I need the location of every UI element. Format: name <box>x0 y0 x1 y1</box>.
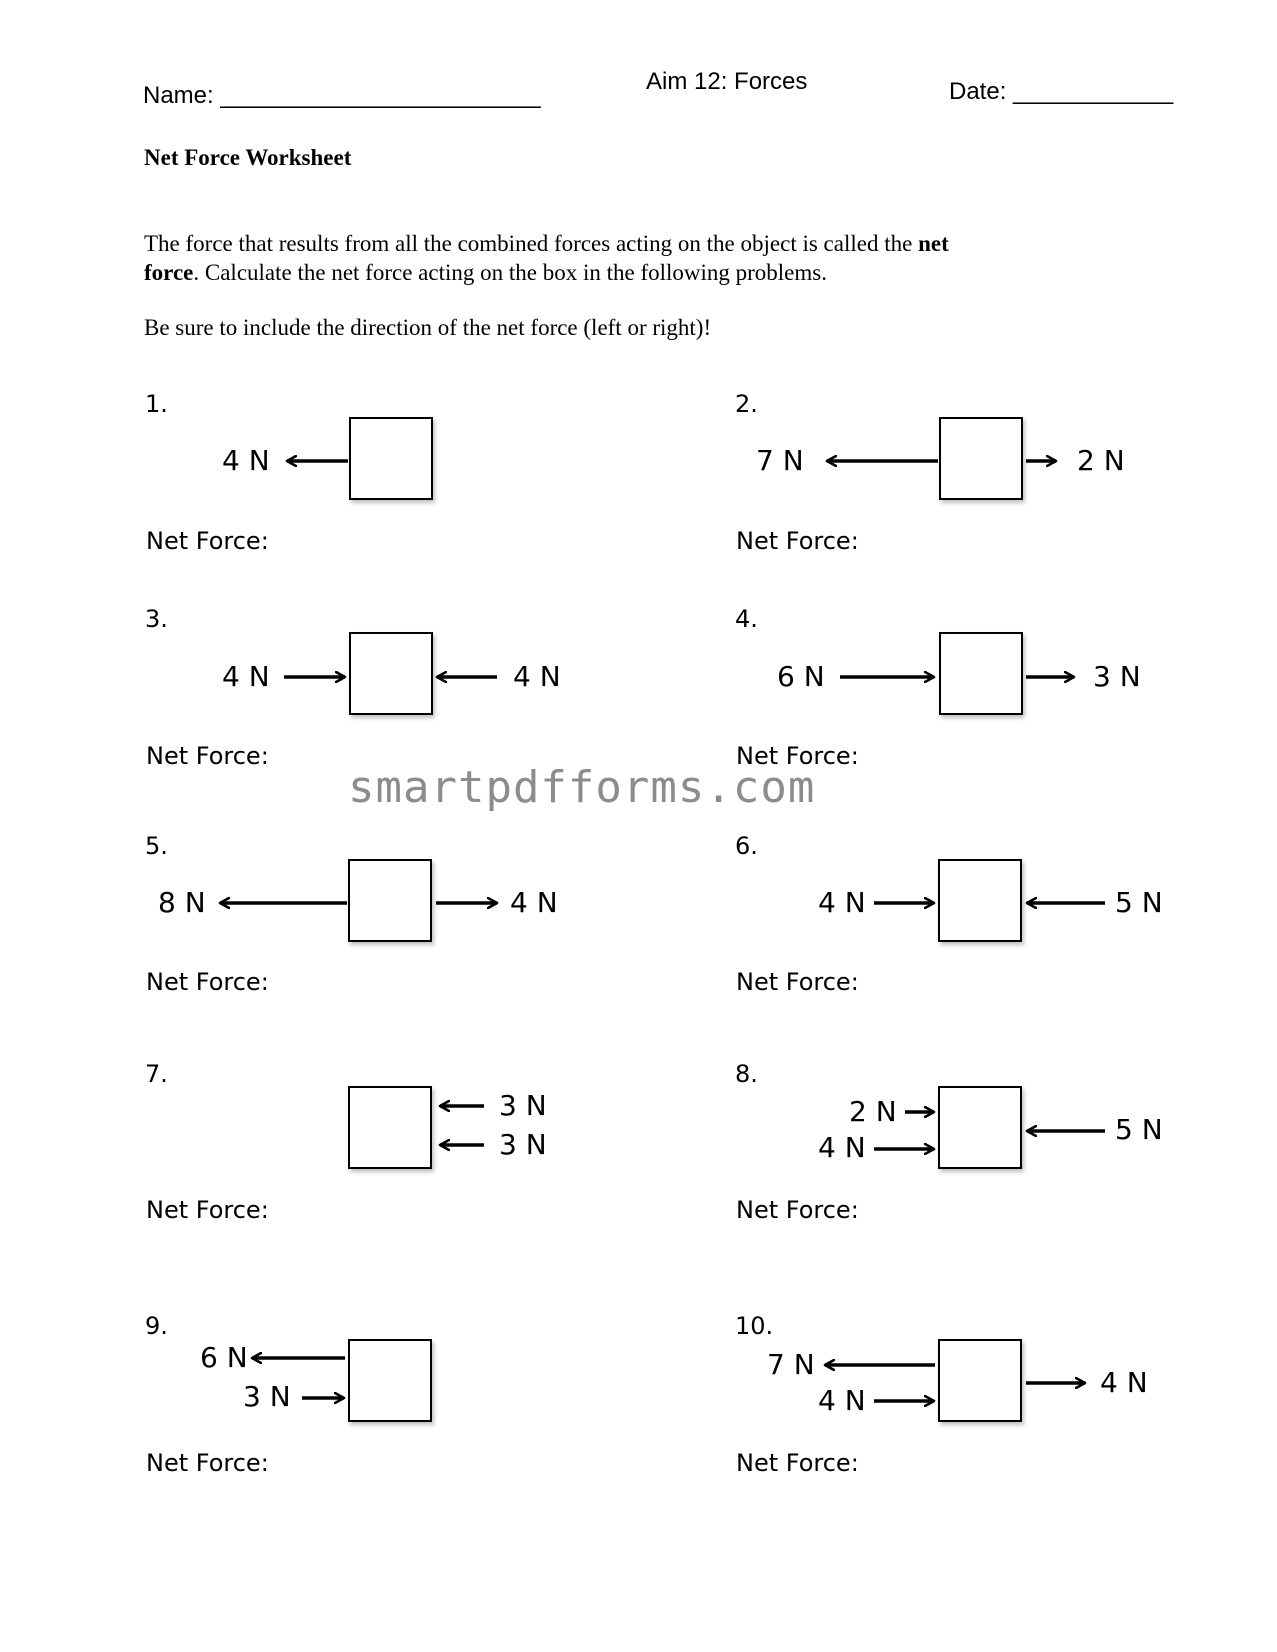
net-force-label[interactable]: Net Force: <box>146 527 269 555</box>
force-label: 3 N <box>1093 660 1141 693</box>
box <box>349 1087 431 1168</box>
box <box>939 1340 1021 1421</box>
force-label: 6 N <box>200 1341 248 1374</box>
problem-number: 6. <box>735 832 758 860</box>
net-force-label[interactable]: Net Force: <box>146 1449 269 1477</box>
force-label: 4 N <box>1100 1366 1148 1399</box>
force-label: 2 N <box>1077 444 1125 477</box>
intro-reminder: Be sure to include the direction of the net force (left or right)! <box>144 315 712 340</box>
box <box>940 633 1022 714</box>
force-label: 5 N <box>1115 886 1163 919</box>
box <box>349 1340 431 1421</box>
date-field-label[interactable]: Date: ____________ <box>949 78 1174 105</box>
intro-text-2: . Calculate the net force acting on the box in the following problems. <box>193 260 827 285</box>
watermark: smartpdfforms.com <box>348 762 816 813</box>
box <box>939 1087 1021 1168</box>
problem-number: 2. <box>735 390 758 418</box>
worksheet-title: Net Force Worksheet <box>144 145 352 170</box>
problem-number: 3. <box>145 605 168 633</box>
force-label: 4 N <box>510 886 558 919</box>
force-label: 5 N <box>1115 1113 1163 1146</box>
force-label: 3 N <box>499 1128 547 1161</box>
force-label: 4 N <box>513 660 561 693</box>
name-field-label[interactable]: Name: ________________________ <box>143 82 541 109</box>
problem-number: 9. <box>145 1312 168 1340</box>
force-label: 8 N <box>158 886 206 919</box>
force-label: 3 N <box>499 1089 547 1122</box>
problem-number: 8. <box>735 1060 758 1088</box>
problem-number: 10. <box>735 1312 774 1340</box>
net-force-label[interactable]: Net Force: <box>736 742 859 770</box>
force-label: 7 N <box>756 444 804 477</box>
net-force-label[interactable]: Net Force: <box>736 968 859 996</box>
net-force-label[interactable]: Net Force: <box>736 1449 859 1477</box>
force-label: 4 N <box>818 1131 866 1164</box>
net-force-label[interactable]: Net Force: <box>146 742 269 770</box>
net-force-label[interactable]: Net Force: <box>146 1196 269 1224</box>
net-force-label[interactable]: Net Force: <box>146 968 269 996</box>
net-force-label[interactable]: Net Force: <box>736 527 859 555</box>
box <box>940 418 1022 499</box>
intro-text-1: The force that results from all the combined forces acting on the object is called the <box>144 231 919 256</box>
force-label: 3 N <box>243 1380 291 1413</box>
problem-number: 7. <box>145 1060 168 1088</box>
force-label: 4 N <box>818 1384 866 1417</box>
box <box>350 418 432 499</box>
box <box>350 633 432 714</box>
force-label: 2 N <box>849 1095 897 1128</box>
force-label: 6 N <box>777 660 825 693</box>
box <box>939 860 1021 941</box>
force-label: 4 N <box>222 660 270 693</box>
box <box>349 860 431 941</box>
intro-bold-net: net <box>918 231 949 256</box>
force-label: 7 N <box>767 1348 815 1381</box>
problem-number: 5. <box>145 832 168 860</box>
intro-bold-force: force <box>144 260 194 285</box>
force-label: 4 N <box>222 444 270 477</box>
aim-title: Aim 12: Forces <box>646 68 808 95</box>
net-force-label[interactable]: Net Force: <box>736 1196 859 1224</box>
force-label: 4 N <box>818 886 866 919</box>
problem-number: 4. <box>735 605 758 633</box>
problem-number: 1. <box>145 390 168 418</box>
